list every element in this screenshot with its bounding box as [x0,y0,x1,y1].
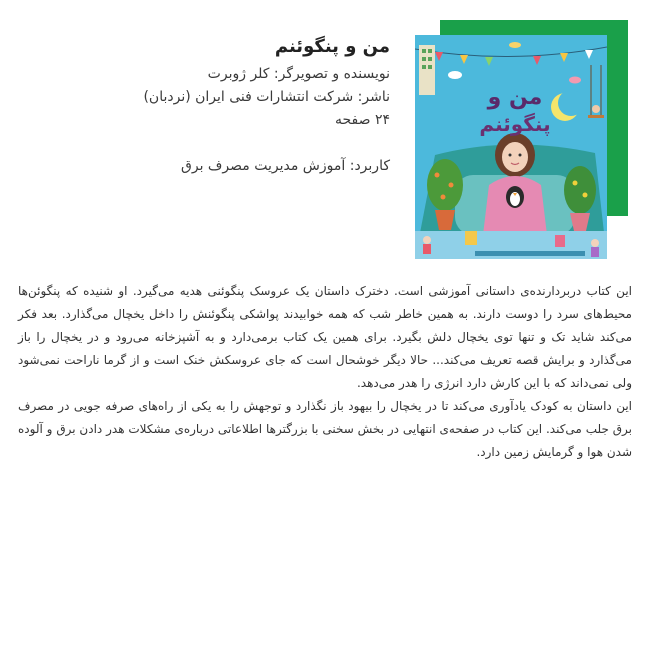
author-line: نویسنده و تصویرگر: کلر ژوبرت [207,66,390,82]
book-title: من و پنگوئنم [274,36,390,57]
pages-line: ۲۴ صفحه [334,112,390,128]
usage-line: کاربرد: آموزش مدیریت مصرف برق [180,158,390,174]
book-cover-image [415,35,607,259]
description-paragraph-1: این کتاب دربردارنده‌ی داستانی آموزشی است. دخترک داستان یک عروسک پنگوئنی هدیه می‌گیرد. او شنیده که پنگوئن‌ها محیط‌های سرد را دوست دارند. به همین خاطر شب که همه خوابیدند پواشکی پنگوئنش را داخل یخچال می‌گذارد. بعد فکر می‌کند شاید تک و تنها توی یخچال دلش بگیرد. برای همین یک کتاب برمی‌دارد و به آشپزخانه می‌رود و در یخچال را باز می‌گذارد و برایش قصه تعریف می‌کند... حالا دیگر خوشحال است که جای عروسکش خنک است و از گرما ناراحت نمی‌شود ولی نمی‌داند که با این کارش دارد انرژی را هدر می‌دهد. [18,284,632,390]
book-info [60,36,390,178]
cover-title-line1: من و [487,85,543,110]
description-paragraph-2: این داستان به کودک یادآوری می‌کند تا در یخچال را بیهود باز نگذارد و توجهش را به یکی از راه‌های صرفه جویی در مصرف برق جلب می‌کند. این کتاب در صفحه‌ی انتهایی در بخش سخنی با بزرگترها اطلاعاتی درباره‌ی مشکلات هدر دادن برق و آلوده شدن هوا و گرمایش زمین دارد. [18,399,632,459]
book-description [18,280,632,464]
cover-title [455,85,575,137]
publisher-line: ناشر: شرکت انتشارات فنی ایران (نردبان) [143,89,390,105]
cover-title-line2: پنگوئنم [479,112,551,136]
cover-illustration [415,35,607,259]
